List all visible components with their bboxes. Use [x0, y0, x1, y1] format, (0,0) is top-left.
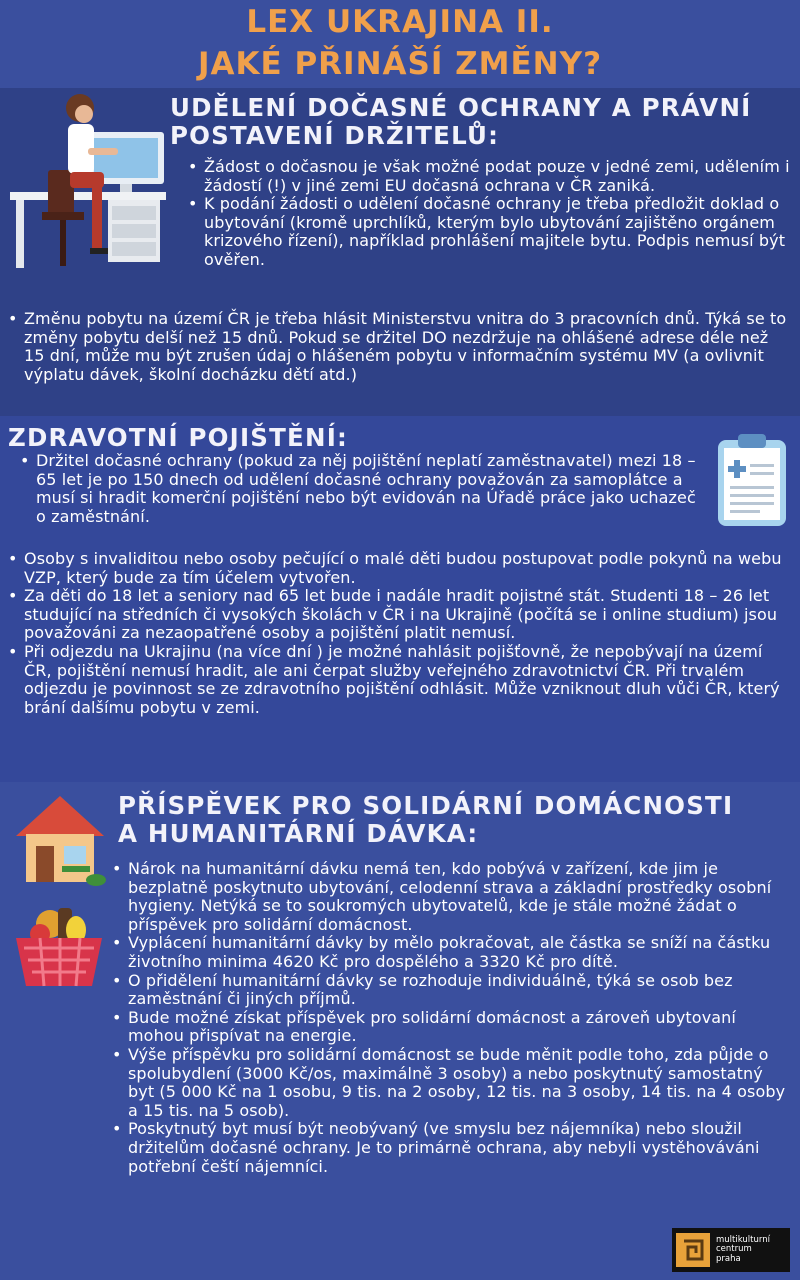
- list-item: • Za děti do 18 let a seniory nad 65 let bude i nadále hradit pojistné stát. Studenti 18 – 26 let studující na středních či vysokých školách v ČR i na Ukrajině (počítá se i online studium) jsou považováni za nezaopatřené osoby a pojištění platit nemusí.: [6, 587, 790, 643]
- page-subtitle: JAKÉ PŘINÁŠÍ ZMĚNY?: [197, 46, 603, 82]
- list-item: • Osoby s invaliditou nebo osoby pečující o malé děti budou postupovat podle pokynů na webu VZP, který bude za tím účelem vytvořen.: [6, 550, 790, 587]
- house-icon: [12, 792, 108, 888]
- section-title-line: A HUMANITÁRNÍ DÁVKA:: [118, 819, 479, 848]
- organization-logo: [672, 1228, 790, 1272]
- list-item: • Změnu pobytu na území ČR je třeba hlásit Ministerstvu vnitra do 3 pracovních dnů. Týká se to změny pobytu delší než 15 dnů. Pokud se držitel DO nezdržuje na ohlášené adrese déle než 15 dní, může mu být zrušen údaj o hlášeném pobytu v informačním systému MV (a ovlivnit výplatu dávek, školní docházku dětí atd.): [6, 310, 790, 384]
- logo-text-line: centrum: [716, 1244, 752, 1255]
- bullet-list: [6, 310, 790, 384]
- section-title: [170, 94, 752, 150]
- list-item: • Nárok na humanitární dávku nemá ten, kdo pobývá v zařízení, kde jim je bezplatně poskytnuto ubytování, celodenní strava a základní prostředky osobní hygieny. Netýká se to soukromých ubytovatelů, kde je stále možné žádat o příspěvek pro solidární domácnost.: [110, 860, 790, 934]
- logo-text-line: multikulturní: [716, 1234, 770, 1245]
- section-solidarity-households: [0, 782, 800, 1280]
- section-title-line: PŘÍSPĚVEK PRO SOLIDÁRNÍ DOMÁCNOSTI: [118, 791, 734, 820]
- woman-at-desk-icon: [8, 92, 168, 272]
- section-title-line: UDĚLENÍ DOČASNÉ OCHRANY A PRÁVNÍ: [170, 93, 752, 122]
- list-item: • Držitel dočasné ochrany (pokud za něj pojištění neplatí zaměstnavatel) mezi 18 – 65 let je po 150 dnech od udělení dočasné ochrany považován za samoplátce a musí si hradit komerční pojištění nebo být evidován na Úřadě práce jako uchazeč o zaměstnání.: [18, 452, 708, 526]
- section-health-insurance: [0, 418, 800, 780]
- logo-mark-icon: [676, 1233, 710, 1267]
- bullet-list: [110, 860, 790, 1176]
- list-item: • Bude možné získat příspěvek pro solidární domácnost a zároveň ubytovaní mohou přispívat na energie.: [110, 1009, 790, 1046]
- logo-text-line: praha: [716, 1253, 741, 1264]
- shopping-basket-icon: [10, 894, 108, 992]
- section-title-line: POSTAVENÍ DRŽITELŮ:: [170, 121, 500, 150]
- list-item: • Výše příspěvku pro solidární domácnost se bude měnit podle toho, zda půjde o spolubydlení (3000 Kč/os, maximálně 3 osoby) a nebo poskytnutý samostatný byt (5 000 Kč na 1 osobu, 9 tis. na 2 osoby, 12 tis. na 3 osoby, 14 tis. na 4 osoby a 15 tis. na 5 osob).: [110, 1046, 790, 1120]
- clipboard-icon: [712, 430, 792, 530]
- page-title: LEX UKRAJINA II.: [246, 4, 554, 40]
- list-item: • Žádost o dočasnou je však možné podat pouze v jedné zemi, udělením i žádostí (!) v jiné zemi EU dočasná ochrana v ČR zaniká.: [186, 158, 790, 195]
- list-item: • Vyplácení humanitární dávky by mělo pokračovat, ale částka se sníží na částku životního minima 4620 Kč pro dospělého a 3320 Kč pro dítě.: [110, 934, 790, 971]
- list-item: • Při odjezdu na Ukrajinu (na více dní ) je možné nahlásit pojišťovně, že nepobývají na území ČR, pojištění nemusí hradit, ale ani čerpat služby veřejného zdravotnictví ČR. Při trvalém odjezdu je povinnost se ze zdravotního pojištění odhlásit. Může vzniknout dluh vůči ČR, který brání dalšímu pobytu v zemi.: [6, 643, 790, 717]
- bullet-list: [18, 452, 708, 526]
- list-item: • O přidělení humanitární dávky se rozhoduje individuálně, týká se osob bez zaměstnání či jiných příjmů.: [110, 972, 790, 1009]
- logo-text: [716, 1236, 770, 1265]
- bullet-list: [6, 550, 790, 717]
- page-header: [0, 0, 800, 88]
- list-item: • K podání žádosti o udělení dočasné ochrany je třeba předložit doklad o ubytování (kromě uprchlíků, kterým bylo ubytování zajištěno orgánem krizového řízení), například prohlášení majitele bytu. Podpis nemusí být ověřen.: [186, 195, 790, 269]
- list-item: • Poskytnutý byt musí být neobývaný (ve smyslu bez nájemníka) nebo sloužil držitelům dočasné ochrany. Je to primárně ochrana, aby nebyli vystěhováváni potřební čeští nájemníci.: [110, 1120, 790, 1176]
- section-temporary-protection: [0, 88, 800, 416]
- bullet-list: [186, 158, 790, 270]
- section-title: [118, 792, 733, 848]
- section-title: ZDRAVOTNÍ POJIŠTĚNÍ:: [8, 423, 349, 452]
